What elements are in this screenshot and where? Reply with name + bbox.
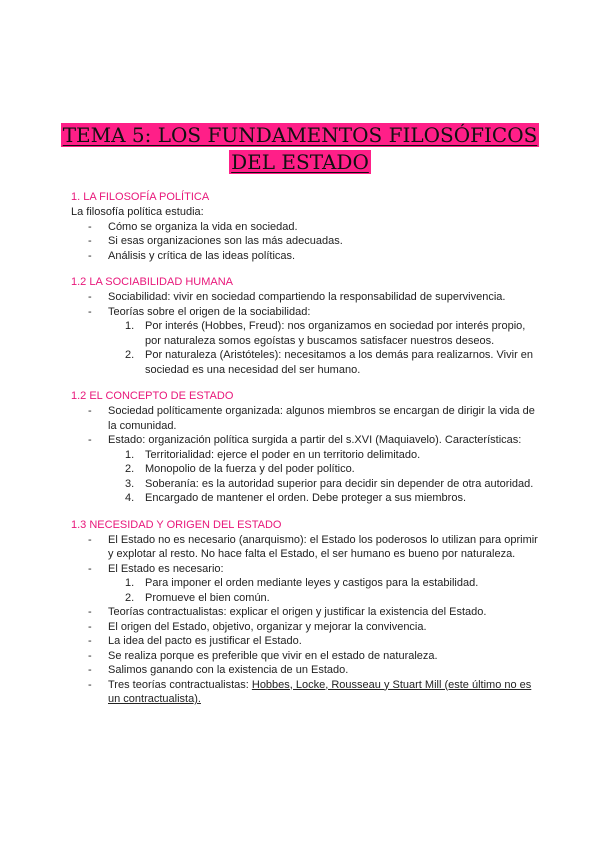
- item-number: 2.: [125, 463, 135, 475]
- bullet-list: [71, 290, 541, 377]
- item-text: Territorialidad: ejerce el poder en un territorio delimitado.: [145, 448, 421, 461]
- list-item: - Sociedad políticamente organizada: algunos miembros se encargan de dirigir la vida de la comunidad.: [71, 404, 541, 433]
- item-number: 4.: [125, 492, 135, 504]
- section-necesidad-origen: [71, 518, 541, 707]
- list-item: - Salimos ganando con la existencia de un Estado.: [71, 663, 541, 678]
- title-line-2: DEL ESTADO: [231, 150, 369, 174]
- numbered-item: [108, 477, 541, 492]
- item-text: Soberanía: es la autoridad superior para decidir sin depender de otra autoridad.: [145, 477, 534, 490]
- section-filosofia-politica: [71, 190, 541, 263]
- item-number: 1.: [125, 320, 135, 332]
- section-heading: 1.2 LA SOCIABILIDAD HUMANA: [71, 276, 233, 288]
- item-number: 2.: [125, 591, 135, 604]
- title-line-1: TEMA 5: LOS FUNDAMENTOS FILOSÓFICOS: [62, 123, 538, 147]
- numbered-item: [108, 448, 541, 463]
- item-number: 1.: [125, 577, 135, 589]
- section-heading: 1.3 NECESIDAD Y ORIGEN DEL ESTADO: [71, 518, 282, 531]
- list-item: - Análisis y crítica de las ideas políticas.: [71, 249, 541, 264]
- numbered-item: [108, 348, 541, 377]
- list-item: - Sociabilidad: vivir en sociedad compartiendo la responsabilidad de supervivencia.: [71, 290, 541, 305]
- list-item: - Teorías contractualistas: explicar el origen y justificar la existencia del Estado.: [71, 605, 541, 620]
- section-intro: La filosofía política estudia:: [71, 206, 204, 218]
- item-text: Encargado de mantener el orden. Debe proteger a sus miembros.: [145, 492, 467, 504]
- list-item: [71, 433, 541, 506]
- numbered-list: [108, 319, 541, 377]
- list-item: - El Estado no es necesario (anarquismo): el Estado los poderosos lo utilizan para oprimir y explotar al resto. No hace falta el Estado, el ser humano es bueno por naturaleza.: [71, 533, 541, 562]
- list-item: - El origen del Estado, objetivo, organizar y mejorar la convivencia.: [71, 620, 541, 635]
- item-text: Por interés (Hobbes, Freud): nos organizamos en sociedad por interés propio, por naturaleza somos egoístas y buscamos satisfacer nuestros deseos.: [145, 320, 526, 347]
- item-number: 3.: [125, 477, 135, 490]
- underlined-text: Hobbes, Locke, Rousseau y Stuart Mill (este último no es un contractualista).: [108, 678, 532, 705]
- list-item: [71, 305, 541, 378]
- item-text: Para imponer el orden mediante leyes y castigos para la estabilidad.: [145, 577, 479, 589]
- bullet-list: [71, 404, 541, 506]
- numbered-list: [108, 576, 541, 605]
- list-item: - Se realiza porque es preferible que vivir en el estado de naturaleza.: [71, 649, 541, 664]
- numbered-list: [108, 448, 541, 506]
- list-item: - Si esas organizaciones son las más adecuadas.: [71, 234, 541, 249]
- numbered-item: [108, 319, 541, 348]
- list-item-text: Estado: organización política surgida a partir del s.XVI (Maquiavelo). Características:: [108, 434, 522, 446]
- item-text: Monopolio de la fuerza y del poder político.: [145, 463, 355, 475]
- numbered-item: [108, 591, 541, 606]
- numbered-item: [108, 491, 541, 506]
- list-item-text: Tres teorías contractualistas:: [108, 678, 252, 691]
- section-heading: 1. LA FILOSOFÍA POLÍTICA: [71, 191, 210, 203]
- item-text: Promueve el bien común.: [145, 591, 270, 604]
- bullet-list: [71, 533, 541, 707]
- numbered-item: [108, 576, 541, 591]
- numbered-item: [108, 462, 541, 477]
- list-item-text: El Estado es necesario:: [108, 562, 224, 575]
- section-heading: 1.2 EL CONCEPTO DE ESTADO: [71, 390, 234, 402]
- list-item: [71, 678, 541, 707]
- item-text: Por naturaleza (Aristóteles): necesitamos a los demás para realizarnos. Vivir en sociedad es una necesidad del ser humano.: [145, 349, 534, 376]
- section-sociabilidad: [71, 275, 541, 377]
- list-item-text: Teorías sobre el origen de la sociabilidad:: [108, 305, 311, 318]
- item-number: 1.: [125, 448, 135, 461]
- list-item: - Cómo se organiza la vida en sociedad.: [71, 220, 541, 235]
- bullet-list: [71, 220, 541, 264]
- section-concepto-estado: [71, 389, 541, 506]
- list-item: - La idea del pacto es justificar el Estado.: [71, 634, 541, 649]
- list-item: [71, 562, 541, 606]
- item-number: 2.: [125, 349, 135, 361]
- page-title: [60, 122, 540, 176]
- document-body: [71, 190, 541, 719]
